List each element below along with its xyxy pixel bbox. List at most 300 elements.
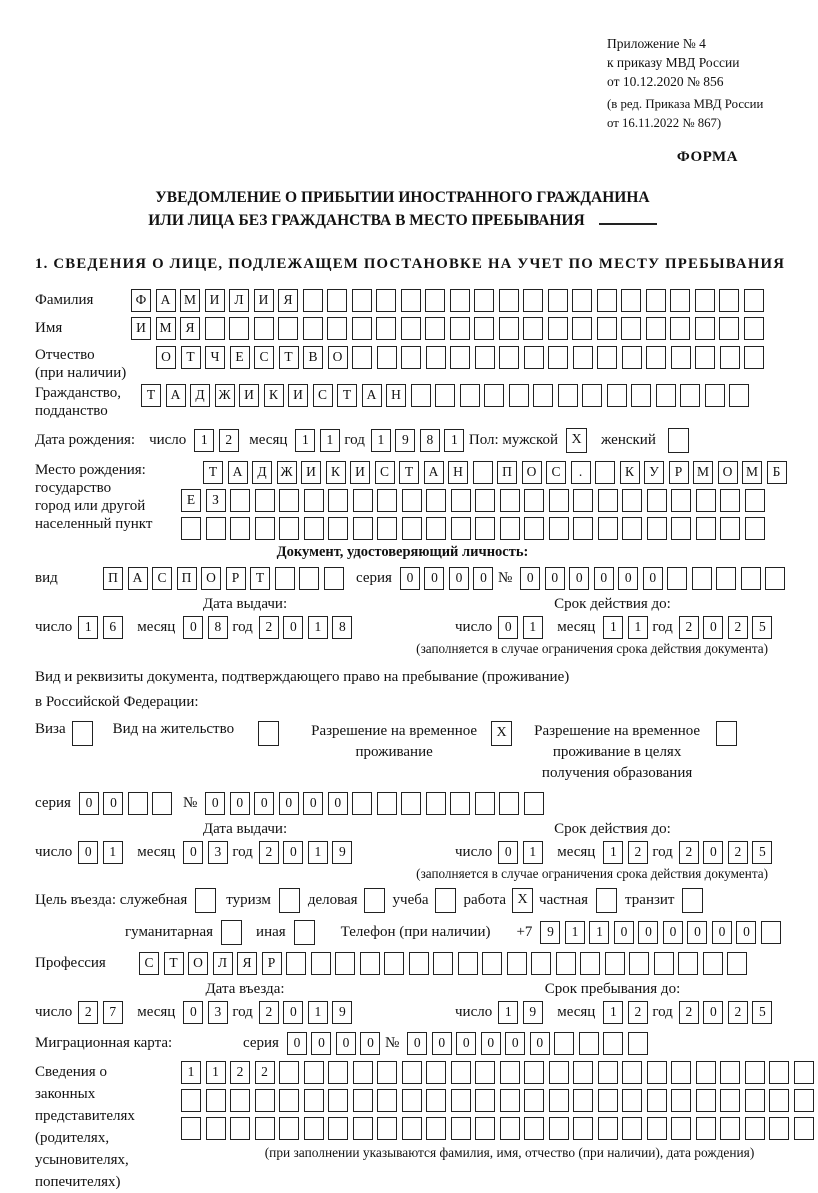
char-cell[interactable]: 0 <box>614 921 634 944</box>
char-cell[interactable]: . <box>571 461 591 484</box>
char-cell[interactable] <box>279 1117 299 1140</box>
char-cell[interactable]: 7 <box>103 1001 123 1024</box>
char-cell[interactable] <box>475 1117 495 1140</box>
char-cell[interactable] <box>324 567 344 590</box>
char-cell[interactable] <box>745 517 765 540</box>
char-cell[interactable]: О <box>188 952 208 975</box>
char-cell[interactable] <box>460 384 480 407</box>
char-cell[interactable] <box>475 489 495 512</box>
patronymic-boxes[interactable] <box>156 346 769 369</box>
char-cell[interactable] <box>579 1032 599 1055</box>
checkbox-tourism[interactable] <box>279 888 300 913</box>
name-boxes[interactable] <box>131 317 768 340</box>
char-cell[interactable] <box>671 1117 691 1140</box>
char-cell[interactable]: П <box>103 567 123 590</box>
checkbox-visa[interactable] <box>72 721 93 746</box>
doc-valid-day-boxes[interactable] <box>498 616 547 639</box>
char-cell[interactable]: Р <box>262 952 282 975</box>
char-cell[interactable] <box>303 317 323 340</box>
char-cell[interactable] <box>328 489 348 512</box>
char-cell[interactable] <box>500 489 520 512</box>
char-cell[interactable]: 2 <box>679 1001 699 1024</box>
char-cell[interactable]: 1 <box>194 429 214 452</box>
checkbox-female[interactable] <box>668 428 689 453</box>
char-cell[interactable]: Б <box>767 461 787 484</box>
char-cell[interactable] <box>554 1032 574 1055</box>
char-cell[interactable] <box>411 384 431 407</box>
char-cell[interactable]: 9 <box>395 429 415 452</box>
permit-issue-day-boxes[interactable] <box>78 841 127 864</box>
char-cell[interactable] <box>377 517 397 540</box>
char-cell[interactable] <box>720 1061 740 1084</box>
char-cell[interactable]: А <box>228 461 248 484</box>
char-cell[interactable] <box>475 517 495 540</box>
char-cell[interactable] <box>696 1089 716 1112</box>
permit-num-boxes[interactable] <box>205 792 548 815</box>
char-cell[interactable] <box>729 384 749 407</box>
char-cell[interactable] <box>622 489 642 512</box>
birthplace-boxes-row1[interactable] <box>203 461 791 484</box>
char-cell[interactable] <box>667 567 687 590</box>
char-cell[interactable]: 0 <box>183 841 203 864</box>
char-cell[interactable] <box>531 952 551 975</box>
permit-valid-year-boxes[interactable] <box>679 841 777 864</box>
char-cell[interactable]: 0 <box>78 841 98 864</box>
char-cell[interactable]: У <box>644 461 664 484</box>
checkbox-male[interactable]: X <box>566 428 587 453</box>
char-cell[interactable]: 0 <box>569 567 589 590</box>
char-cell[interactable] <box>230 1117 250 1140</box>
char-cell[interactable]: 0 <box>638 921 658 944</box>
doc-vid-boxes[interactable] <box>103 567 348 590</box>
char-cell[interactable]: 0 <box>103 792 123 815</box>
char-cell[interactable]: 2 <box>728 1001 748 1024</box>
char-cell[interactable]: 0 <box>283 841 303 864</box>
birthplace-boxes-row2[interactable] <box>181 489 791 512</box>
char-cell[interactable]: 2 <box>255 1061 275 1084</box>
char-cell[interactable] <box>696 489 716 512</box>
char-cell[interactable]: С <box>254 346 274 369</box>
checkbox-other[interactable] <box>294 920 315 945</box>
char-cell[interactable] <box>549 517 569 540</box>
char-cell[interactable] <box>622 1089 642 1112</box>
char-cell[interactable]: 9 <box>332 841 352 864</box>
char-cell[interactable] <box>352 317 372 340</box>
char-cell[interactable]: 0 <box>530 1032 550 1055</box>
char-cell[interactable]: 2 <box>78 1001 98 1024</box>
char-cell[interactable] <box>206 1089 226 1112</box>
char-cell[interactable]: 2 <box>728 616 748 639</box>
char-cell[interactable]: 0 <box>456 1032 476 1055</box>
char-cell[interactable] <box>607 384 627 407</box>
char-cell[interactable]: 0 <box>449 567 469 590</box>
char-cell[interactable] <box>401 317 421 340</box>
char-cell[interactable]: А <box>424 461 444 484</box>
char-cell[interactable] <box>670 289 690 312</box>
char-cell[interactable] <box>353 489 373 512</box>
char-cell[interactable]: 2 <box>728 841 748 864</box>
char-cell[interactable] <box>275 567 295 590</box>
char-cell[interactable] <box>524 1117 544 1140</box>
char-cell[interactable]: 0 <box>254 792 274 815</box>
char-cell[interactable]: А <box>362 384 382 407</box>
char-cell[interactable]: З <box>206 489 226 512</box>
char-cell[interactable] <box>573 1089 593 1112</box>
char-cell[interactable]: 6 <box>103 616 123 639</box>
char-cell[interactable]: 5 <box>752 616 772 639</box>
char-cell[interactable] <box>451 489 471 512</box>
doc-issue-year-boxes[interactable] <box>259 616 357 639</box>
citizenship-boxes[interactable] <box>141 384 754 407</box>
char-cell[interactable] <box>426 517 446 540</box>
char-cell[interactable]: Ф <box>131 289 151 312</box>
char-cell[interactable]: 0 <box>736 921 756 944</box>
char-cell[interactable]: Ч <box>205 346 225 369</box>
char-cell[interactable]: 1 <box>103 841 123 864</box>
char-cell[interactable] <box>573 1117 593 1140</box>
char-cell[interactable]: Т <box>181 346 201 369</box>
checkbox-humanitarian[interactable] <box>221 920 242 945</box>
checkbox-temp-permit[interactable]: X <box>491 721 512 746</box>
doc-issue-month-boxes[interactable] <box>183 616 232 639</box>
char-cell[interactable] <box>548 346 568 369</box>
char-cell[interactable] <box>304 1061 324 1084</box>
char-cell[interactable] <box>451 1117 471 1140</box>
doc-valid-year-boxes[interactable] <box>679 616 777 639</box>
char-cell[interactable]: Е <box>181 489 201 512</box>
char-cell[interactable]: С <box>313 384 333 407</box>
permit-seriya-boxes[interactable] <box>79 792 177 815</box>
char-cell[interactable] <box>720 1117 740 1140</box>
char-cell[interactable] <box>484 384 504 407</box>
birth-day-boxes[interactable] <box>194 429 243 452</box>
char-cell[interactable] <box>474 317 494 340</box>
char-cell[interactable]: 0 <box>473 567 493 590</box>
char-cell[interactable]: 1 <box>444 429 464 452</box>
char-cell[interactable] <box>549 1061 569 1084</box>
char-cell[interactable] <box>335 952 355 975</box>
char-cell[interactable]: И <box>350 461 370 484</box>
char-cell[interactable] <box>279 1061 299 1084</box>
char-cell[interactable]: К <box>620 461 640 484</box>
char-cell[interactable]: 0 <box>336 1032 356 1055</box>
char-cell[interactable]: Е <box>230 346 250 369</box>
checkbox-transit[interactable] <box>682 888 703 913</box>
char-cell[interactable]: Л <box>229 289 249 312</box>
char-cell[interactable] <box>647 1089 667 1112</box>
migcard-seriya-boxes[interactable] <box>287 1032 385 1055</box>
char-cell[interactable] <box>696 1117 716 1140</box>
char-cell[interactable] <box>450 317 470 340</box>
surname-boxes[interactable] <box>131 289 768 312</box>
char-cell[interactable] <box>377 489 397 512</box>
char-cell[interactable] <box>206 1117 226 1140</box>
char-cell[interactable] <box>402 1089 422 1112</box>
char-cell[interactable] <box>621 289 641 312</box>
char-cell[interactable]: 2 <box>628 1001 648 1024</box>
char-cell[interactable] <box>475 1089 495 1112</box>
char-cell[interactable] <box>572 317 592 340</box>
char-cell[interactable] <box>304 489 324 512</box>
checkbox-work[interactable]: X <box>512 888 533 913</box>
char-cell[interactable] <box>745 1061 765 1084</box>
char-cell[interactable]: 1 <box>523 841 543 864</box>
char-cell[interactable] <box>622 1117 642 1140</box>
char-cell[interactable]: 2 <box>679 841 699 864</box>
char-cell[interactable] <box>744 346 764 369</box>
char-cell[interactable]: 5 <box>752 841 772 864</box>
char-cell[interactable] <box>646 346 666 369</box>
char-cell[interactable]: 0 <box>432 1032 452 1055</box>
char-cell[interactable] <box>353 1117 373 1140</box>
char-cell[interactable]: М <box>693 461 713 484</box>
char-cell[interactable]: Д <box>252 461 272 484</box>
char-cell[interactable]: 0 <box>279 792 299 815</box>
char-cell[interactable] <box>425 289 445 312</box>
char-cell[interactable]: 2 <box>259 841 279 864</box>
char-cell[interactable] <box>254 317 274 340</box>
char-cell[interactable] <box>500 1117 520 1140</box>
entry-month-boxes[interactable] <box>183 1001 232 1024</box>
char-cell[interactable] <box>377 346 397 369</box>
char-cell[interactable] <box>595 461 615 484</box>
char-cell[interactable]: А <box>128 567 148 590</box>
char-cell[interactable]: Я <box>180 317 200 340</box>
char-cell[interactable] <box>229 317 249 340</box>
char-cell[interactable]: П <box>177 567 197 590</box>
char-cell[interactable] <box>671 517 691 540</box>
char-cell[interactable] <box>696 517 716 540</box>
char-cell[interactable] <box>671 1089 691 1112</box>
char-cell[interactable] <box>622 517 642 540</box>
char-cell[interactable]: 9 <box>540 921 560 944</box>
char-cell[interactable] <box>451 1089 471 1112</box>
char-cell[interactable] <box>558 384 578 407</box>
char-cell[interactable]: 3 <box>208 841 228 864</box>
checkbox-official[interactable] <box>195 888 216 913</box>
char-cell[interactable] <box>573 1061 593 1084</box>
permit-valid-day-boxes[interactable] <box>498 841 547 864</box>
char-cell[interactable] <box>720 517 740 540</box>
char-cell[interactable] <box>556 952 576 975</box>
char-cell[interactable] <box>794 1117 814 1140</box>
char-cell[interactable]: 1 <box>181 1061 201 1084</box>
char-cell[interactable]: 0 <box>230 792 250 815</box>
char-cell[interactable]: 1 <box>308 841 328 864</box>
birth-month-boxes[interactable] <box>295 429 344 452</box>
char-cell[interactable]: 0 <box>703 841 723 864</box>
char-cell[interactable]: 1 <box>498 1001 518 1024</box>
char-cell[interactable] <box>622 1061 642 1084</box>
char-cell[interactable]: Р <box>669 461 689 484</box>
profession-boxes[interactable] <box>139 952 752 975</box>
char-cell[interactable] <box>745 1117 765 1140</box>
char-cell[interactable] <box>255 489 275 512</box>
char-cell[interactable] <box>671 1061 691 1084</box>
char-cell[interactable] <box>647 489 667 512</box>
char-cell[interactable]: И <box>254 289 274 312</box>
char-cell[interactable] <box>377 792 397 815</box>
char-cell[interactable] <box>719 317 739 340</box>
char-cell[interactable]: 0 <box>311 1032 331 1055</box>
char-cell[interactable] <box>286 952 306 975</box>
char-cell[interactable] <box>181 517 201 540</box>
char-cell[interactable] <box>376 317 396 340</box>
char-cell[interactable]: 0 <box>712 921 732 944</box>
char-cell[interactable]: О <box>201 567 221 590</box>
char-cell[interactable] <box>352 346 372 369</box>
char-cell[interactable] <box>523 289 543 312</box>
checkbox-residence-permit[interactable] <box>258 721 279 746</box>
char-cell[interactable] <box>548 317 568 340</box>
char-cell[interactable]: 0 <box>205 792 225 815</box>
char-cell[interactable] <box>205 317 225 340</box>
char-cell[interactable] <box>451 517 471 540</box>
char-cell[interactable] <box>720 346 740 369</box>
char-cell[interactable] <box>582 384 602 407</box>
char-cell[interactable] <box>695 317 715 340</box>
char-cell[interactable] <box>451 1061 471 1084</box>
char-cell[interactable] <box>255 1089 275 1112</box>
char-cell[interactable] <box>646 317 666 340</box>
char-cell[interactable] <box>303 289 323 312</box>
char-cell[interactable] <box>744 317 764 340</box>
char-cell[interactable] <box>597 346 617 369</box>
char-cell[interactable] <box>524 489 544 512</box>
char-cell[interactable] <box>656 384 676 407</box>
char-cell[interactable]: Т <box>141 384 161 407</box>
char-cell[interactable] <box>549 489 569 512</box>
char-cell[interactable]: 1 <box>603 1001 623 1024</box>
char-cell[interactable] <box>279 489 299 512</box>
char-cell[interactable] <box>353 517 373 540</box>
char-cell[interactable] <box>377 1089 397 1112</box>
char-cell[interactable]: 0 <box>663 921 683 944</box>
char-cell[interactable] <box>597 317 617 340</box>
char-cell[interactable]: 0 <box>498 616 518 639</box>
char-cell[interactable] <box>745 1089 765 1112</box>
char-cell[interactable] <box>475 1061 495 1084</box>
char-cell[interactable] <box>507 952 527 975</box>
char-cell[interactable]: 0 <box>400 567 420 590</box>
char-cell[interactable]: О <box>328 346 348 369</box>
char-cell[interactable]: Н <box>386 384 406 407</box>
char-cell[interactable]: Н <box>448 461 468 484</box>
char-cell[interactable] <box>670 317 690 340</box>
char-cell[interactable] <box>524 792 544 815</box>
legal-reps-boxes-row2[interactable] <box>181 1089 818 1112</box>
char-cell[interactable] <box>181 1117 201 1140</box>
char-cell[interactable]: 1 <box>371 429 391 452</box>
legal-reps-boxes-row3[interactable] <box>181 1117 818 1140</box>
legal-reps-boxes-row1[interactable] <box>181 1061 818 1084</box>
char-cell[interactable]: 0 <box>328 792 348 815</box>
char-cell[interactable] <box>450 346 470 369</box>
char-cell[interactable] <box>720 1089 740 1112</box>
char-cell[interactable]: 2 <box>230 1061 250 1084</box>
char-cell[interactable]: 9 <box>523 1001 543 1024</box>
char-cell[interactable] <box>304 1117 324 1140</box>
char-cell[interactable] <box>509 384 529 407</box>
char-cell[interactable] <box>745 489 765 512</box>
char-cell[interactable] <box>741 567 761 590</box>
char-cell[interactable] <box>401 792 421 815</box>
char-cell[interactable] <box>703 952 723 975</box>
char-cell[interactable] <box>278 317 298 340</box>
permit-issue-month-boxes[interactable] <box>183 841 232 864</box>
char-cell[interactable]: 0 <box>703 616 723 639</box>
stay-month-boxes[interactable] <box>603 1001 652 1024</box>
char-cell[interactable] <box>695 346 715 369</box>
char-cell[interactable] <box>500 517 520 540</box>
char-cell[interactable] <box>435 384 455 407</box>
char-cell[interactable] <box>402 489 422 512</box>
char-cell[interactable] <box>426 1117 446 1140</box>
char-cell[interactable]: М <box>156 317 176 340</box>
char-cell[interactable] <box>327 289 347 312</box>
char-cell[interactable]: 0 <box>183 1001 203 1024</box>
char-cell[interactable]: С <box>375 461 395 484</box>
char-cell[interactable] <box>499 792 519 815</box>
char-cell[interactable] <box>598 517 618 540</box>
char-cell[interactable]: Т <box>337 384 357 407</box>
char-cell[interactable] <box>769 1089 789 1112</box>
char-cell[interactable]: 0 <box>505 1032 525 1055</box>
char-cell[interactable]: Ж <box>277 461 297 484</box>
char-cell[interactable] <box>573 489 593 512</box>
char-cell[interactable] <box>426 1061 446 1084</box>
char-cell[interactable]: 1 <box>206 1061 226 1084</box>
permit-valid-month-boxes[interactable] <box>603 841 652 864</box>
char-cell[interactable] <box>474 289 494 312</box>
char-cell[interactable]: К <box>326 461 346 484</box>
char-cell[interactable] <box>761 921 781 944</box>
char-cell[interactable] <box>384 952 404 975</box>
char-cell[interactable] <box>279 517 299 540</box>
char-cell[interactable] <box>128 792 148 815</box>
char-cell[interactable] <box>548 289 568 312</box>
char-cell[interactable]: 2 <box>219 429 239 452</box>
char-cell[interactable] <box>499 317 519 340</box>
char-cell[interactable]: П <box>497 461 517 484</box>
char-cell[interactable] <box>401 346 421 369</box>
char-cell[interactable] <box>255 1117 275 1140</box>
char-cell[interactable]: 3 <box>208 1001 228 1024</box>
stay-day-boxes[interactable] <box>498 1001 547 1024</box>
char-cell[interactable]: 0 <box>287 1032 307 1055</box>
char-cell[interactable] <box>304 1089 324 1112</box>
char-cell[interactable]: 0 <box>79 792 99 815</box>
char-cell[interactable] <box>646 289 666 312</box>
char-cell[interactable] <box>769 1117 789 1140</box>
char-cell[interactable] <box>328 1061 348 1084</box>
char-cell[interactable]: 2 <box>259 616 279 639</box>
char-cell[interactable]: А <box>156 289 176 312</box>
char-cell[interactable]: 0 <box>360 1032 380 1055</box>
char-cell[interactable] <box>360 952 380 975</box>
char-cell[interactable]: С <box>152 567 172 590</box>
char-cell[interactable] <box>692 567 712 590</box>
char-cell[interactable]: Т <box>164 952 184 975</box>
char-cell[interactable]: 5 <box>752 1001 772 1024</box>
char-cell[interactable]: 0 <box>687 921 707 944</box>
char-cell[interactable] <box>647 1061 667 1084</box>
char-cell[interactable]: 1 <box>565 921 585 944</box>
char-cell[interactable] <box>500 1089 520 1112</box>
char-cell[interactable] <box>794 1061 814 1084</box>
char-cell[interactable]: 1 <box>603 841 623 864</box>
char-cell[interactable] <box>598 489 618 512</box>
